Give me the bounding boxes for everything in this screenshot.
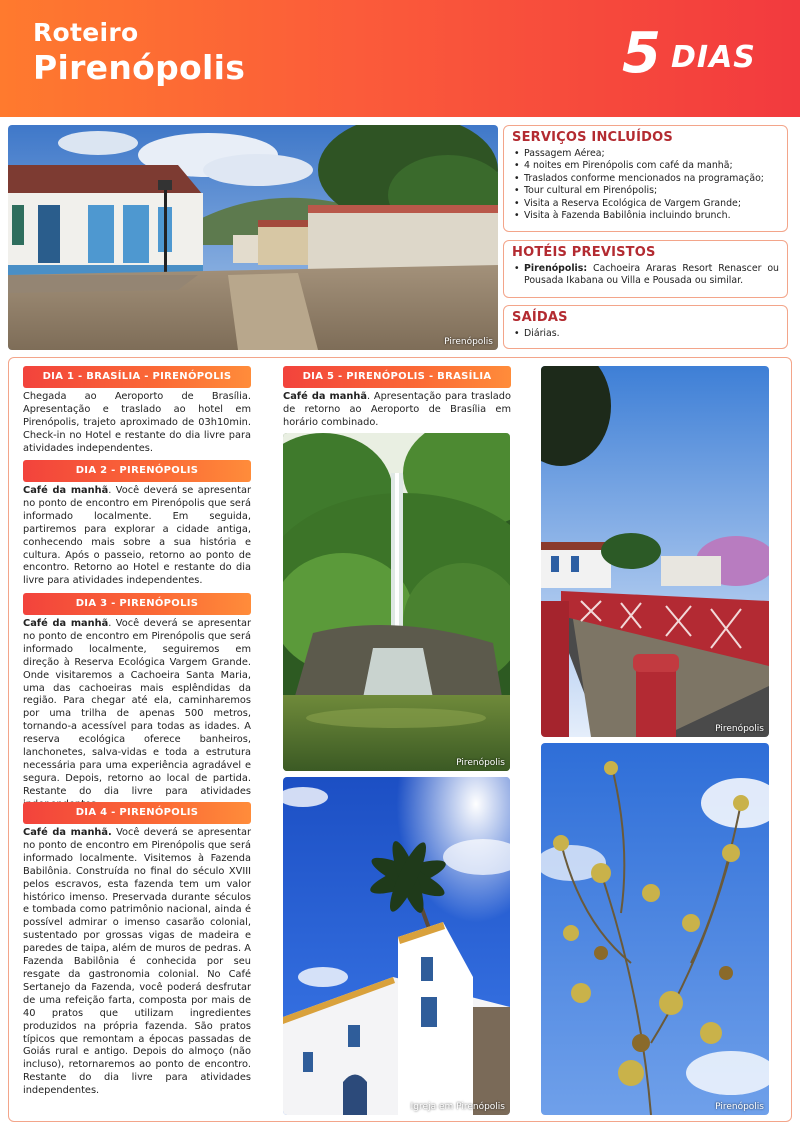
list-item: • Visita a Reserva Ecológica de Vargem Grande; — [512, 198, 779, 210]
services-box — [503, 125, 788, 232]
day-1-text — [23, 391, 251, 456]
list-item: • Visita à Fazenda Babilônia incluindo brunch. — [512, 210, 779, 222]
day-1-body: Chegada ao Aeroporto de Brasília. Apresentação e traslado ao hotel em Pirenópolis, trajeto aproximado de 03h10min. Check-in no Hotel e restante do dia livre para atividades independentes. — [23, 391, 251, 454]
hotels-box — [503, 240, 788, 298]
photo-flowering-tree — [541, 743, 769, 1115]
list-item: • Diárias. — [512, 328, 779, 340]
day-2-text — [23, 485, 251, 588]
list-item: • Traslados conforme mencionados na programação; — [512, 173, 779, 185]
day-2-lead: Café da manhã — [23, 485, 109, 496]
day-1-title: DIA 1 - BRASÍLIA - PIRENÓPOLIS — [23, 366, 251, 388]
church-illustration — [283, 777, 510, 1115]
day-3-text — [23, 618, 251, 812]
photo-caption: Pirenópolis — [456, 758, 505, 768]
days-label: DIAS — [671, 40, 756, 75]
day-3-lead: Café da manhã — [23, 618, 109, 629]
day-4-text — [23, 827, 251, 1098]
day-5-text — [283, 391, 511, 430]
departures-list — [512, 328, 779, 340]
title-line2: Pirenópolis — [33, 48, 246, 87]
departures-box — [503, 305, 788, 349]
photo-caption: Pirenópolis — [715, 724, 764, 734]
day-3-title: DIA 3 - PIRENÓPOLIS — [23, 593, 251, 615]
photo-colonial-street — [8, 125, 498, 350]
day-2-title: DIA 2 - PIRENÓPOLIS — [23, 460, 251, 482]
list-item — [512, 263, 779, 288]
list-item: • 4 noites em Pirenópolis com café da manhã; — [512, 160, 779, 172]
days-number: 5 — [622, 21, 661, 86]
day-4-title: DIA 4 - PIRENÓPOLIS — [23, 802, 251, 824]
list-item: • Passagem Aérea; — [512, 148, 779, 160]
colonial-street-illustration — [8, 125, 498, 350]
hotel-names: Cachoeira Araras Resort Renascer ou Pousada Ikabana ou Villa e Pousada ou similar. — [524, 263, 779, 287]
header-banner — [0, 0, 800, 117]
photo-caption: Pirenópolis — [444, 337, 493, 347]
day-5-title: DIA 5 - PIRENÓPOLIS - BRASÍLIA — [283, 366, 511, 388]
day-4-lead: Café da manhã. — [23, 827, 112, 838]
waterfall-illustration — [283, 433, 510, 771]
list-item: • Tour cultural em Pirenópolis; — [512, 185, 779, 197]
day-2-body: . Você deverá se apresentar no ponto de encontro em Pirenópolis que será informado localmente. Em seguida, partiremos para explorar a cidade antiga, conhecendo mais sobre a sua história e cultura. Após o passeio, retorno ao ponto de encontro. Retorno ao Hotel e restante do dia livre para atividades independentes. — [23, 485, 251, 587]
services-list — [512, 148, 779, 222]
flowering-tree-illustration — [541, 743, 769, 1115]
bridge-illustration — [541, 366, 769, 737]
photo-bridge — [541, 366, 769, 737]
day-3-body: . Você deverá se apresentar no ponto de encontro em Pirenópolis que será informado localmente, seguiremos em direção à Reserva Ecológica Vargem Grande. Onde visitaremos a Cachoeira Santa Maria, uma das cachoeiras mais esplêndidas da região. Para chegar até ela, caminharemos por uma trilha de apenas 500 metros, tornando-a acessível para todas as idades. A reserva ecológica oferece banheiros, lanchonetes, salva-vidas e toda a estrutura necessária para uma experiência agradável e segura. Depois, retorno ao local de partida. Restante do dia livre para atividades — [23, 618, 251, 797]
day-4-body: Você deverá se apresentar no ponto de encontro em Pirenópolis que será informado localmente. Visitemos à Fazenda Babilônia. Construída no final do século XVIII pelos escravos, esta fazenda tem um valor histórico imenso. Preservada durante séculos e tombada como patrimônio nacional, ainda é possível admirar o imenso casarão colonial, sustentado por grossas vigas de madeira e paredes de taipa, além de muros de pedras. A Fazenda Babilônia é conhecida por seu resgate da gastronomia colonial. No Café Sertanejo da Fazenda, você poderá desfrutar de uma refeição farta, composta por mais de 40 pratos que utilizam ingredientes produzidos na própria fazenda. São pratos típicos que remontam a épocas passadas de Goiás rural e antigo. Depois do almoço (não incluso), retornaremos ao ponto de encontro. Restante do dia livre para atividades independentes. — [23, 827, 251, 1097]
photo-caption: Igreja em Pirenópolis — [410, 1102, 505, 1112]
hotels-list — [512, 263, 779, 288]
hotels-title: HOTÉIS PREVISTOS — [512, 245, 656, 260]
hotel-city: Pirenópolis: — [524, 263, 588, 274]
title-line1: Roteiro — [33, 18, 139, 47]
photo-caption: Pirenópolis — [715, 1102, 764, 1112]
photo-waterfall — [283, 433, 510, 771]
departures-title: SAÍDAS — [512, 310, 568, 325]
services-title: SERVIÇOS INCLUÍDOS — [512, 130, 673, 145]
day-5-lead: Café da manhã — [283, 391, 367, 402]
day-5-body: . Apresentação para traslado de retorno ao Aeroporto de Brasília em horário combinado. — [283, 391, 511, 428]
photo-church — [283, 777, 510, 1115]
